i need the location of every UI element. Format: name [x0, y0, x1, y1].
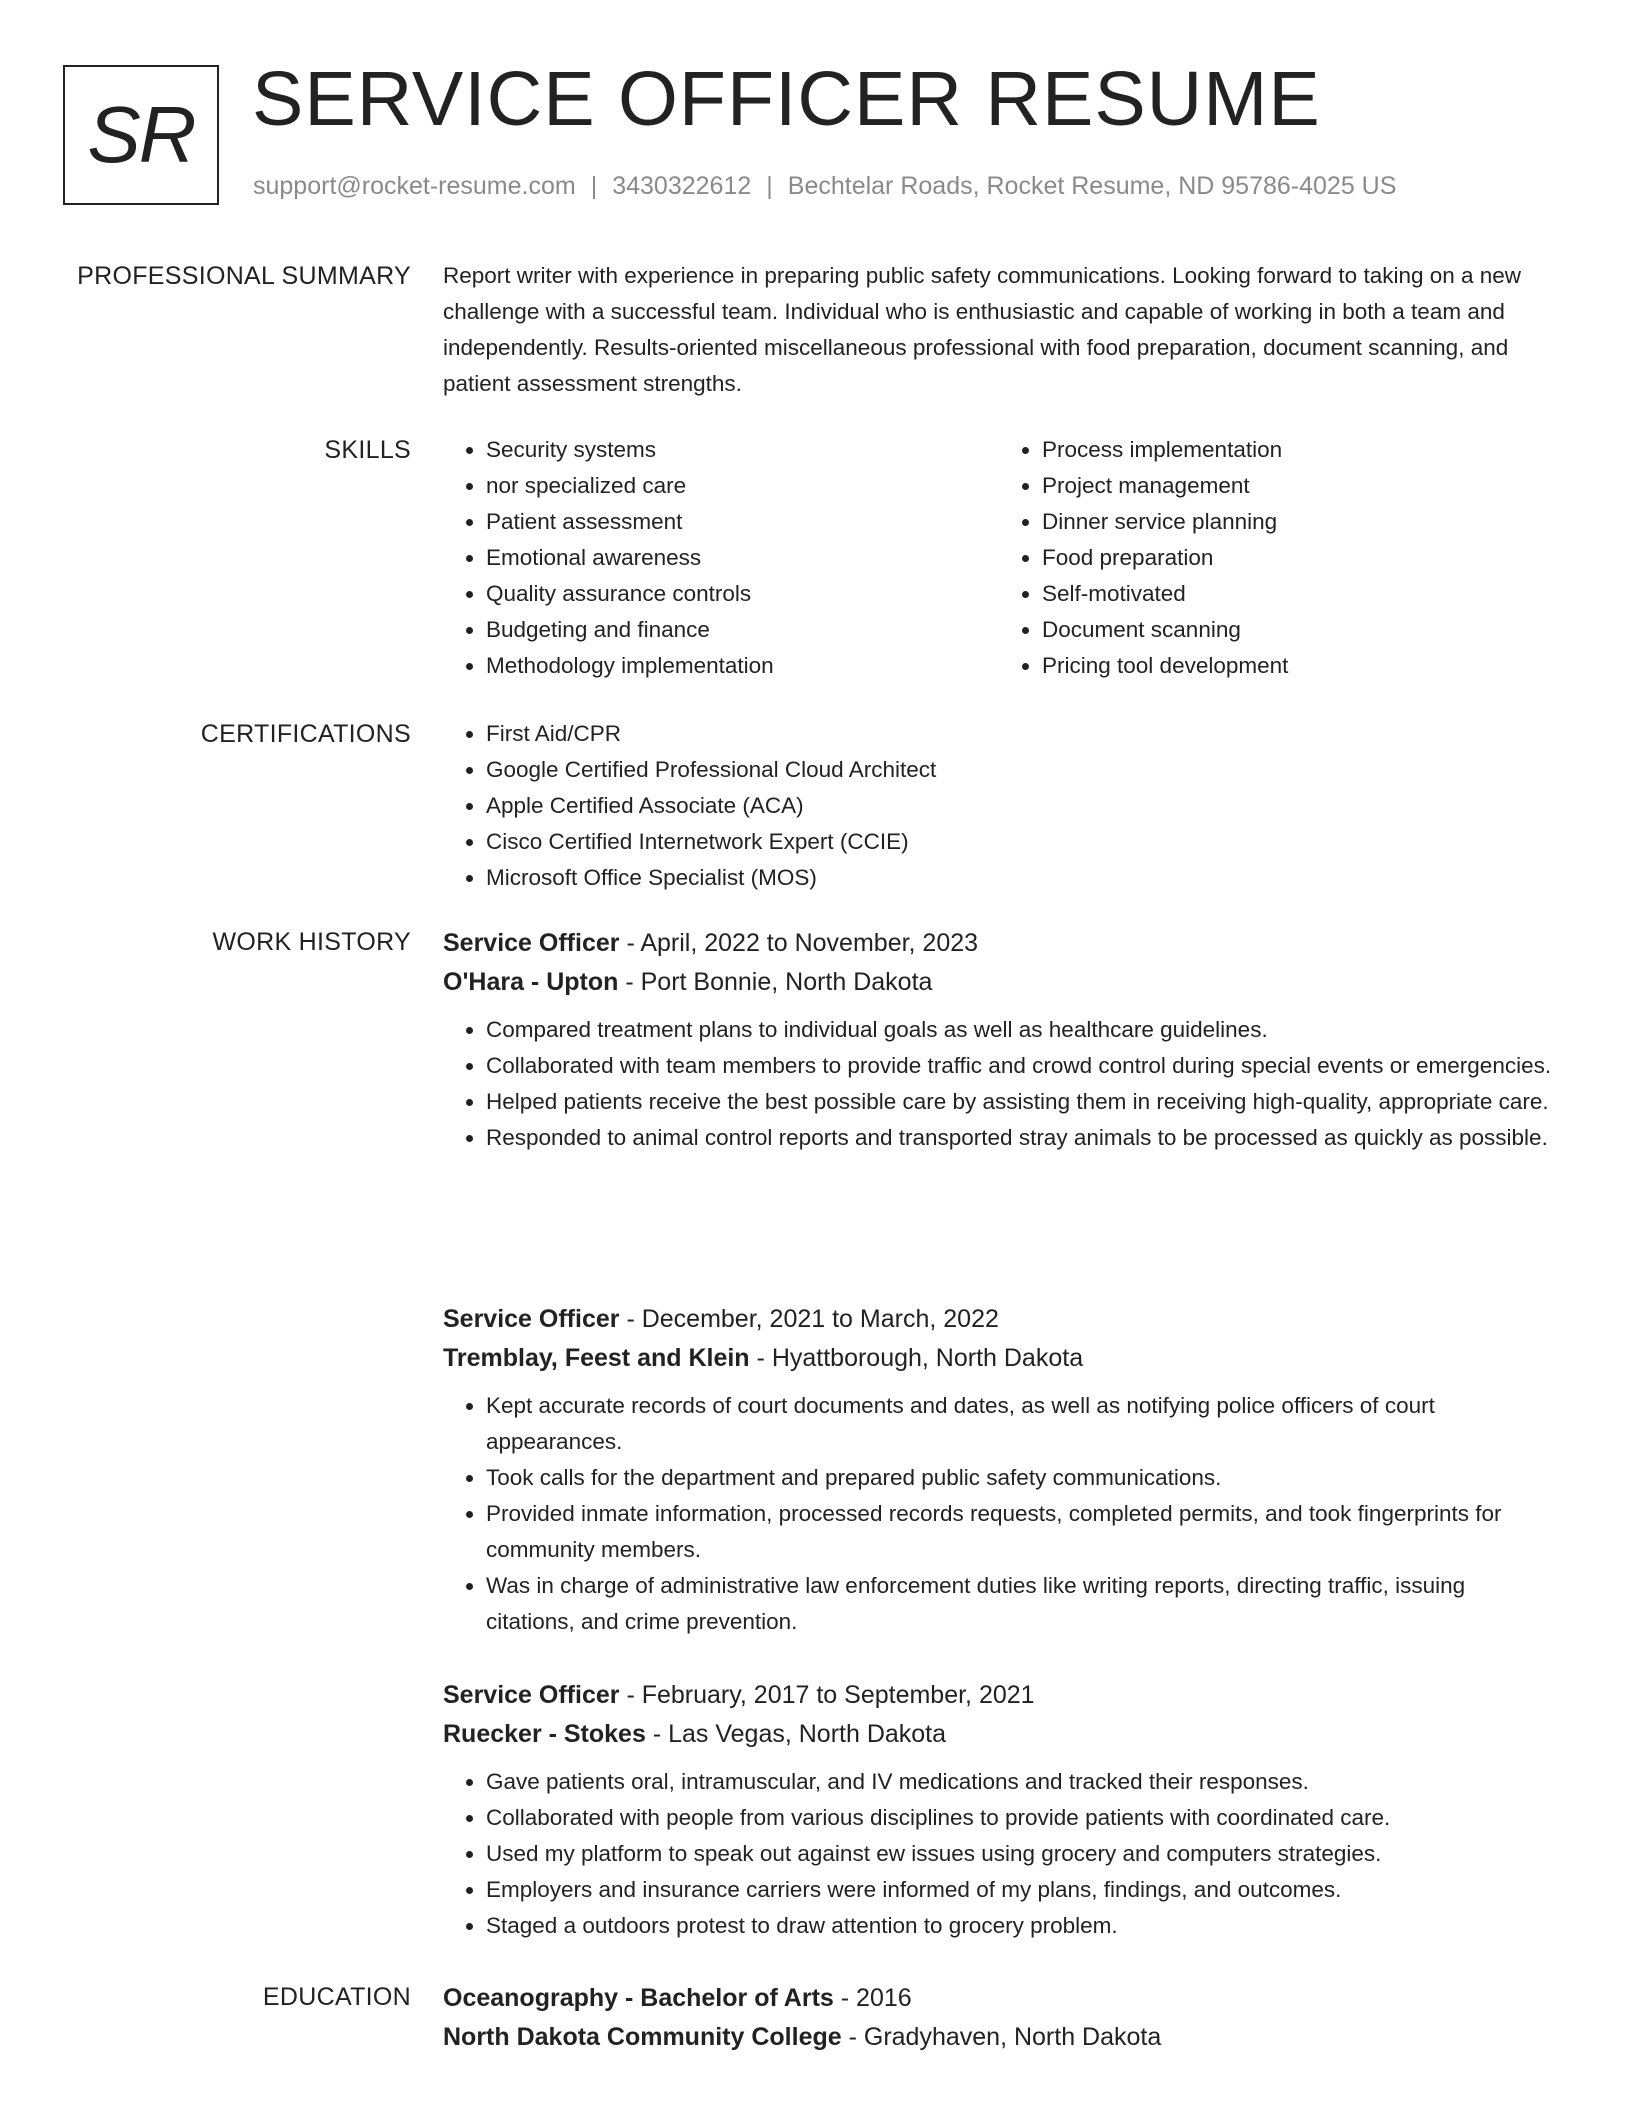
education-school-line: North Dakota Community College - Gradyhaven, North Dakota: [443, 2023, 1162, 2051]
job-title: Service Officer: [443, 1681, 620, 1709]
section-heading: EDUCATION: [262, 1983, 411, 2011]
skill-item: • Security systems: [486, 432, 999, 468]
summary-text: Report writer with experience in preparing public safety communications. Looking forward to taking on a new challenge with a successful team. Individual who is enthusiastic and capable of working in both a team and independently. Results-oriented miscellaneous professional with food preparation, document scanning, and patient assessment strengths.: [443, 263, 1522, 396]
skill-item: • Budgeting and finance: [486, 612, 999, 648]
education-degree-line: Oceanography - Bachelor of Arts - 2016: [443, 1984, 912, 2012]
education-year: 2016: [856, 1984, 912, 2012]
education-school: North Dakota Community College: [443, 2023, 842, 2051]
job-location: Las Vegas, North Dakota: [668, 1720, 947, 1748]
job-bullets: [443, 1764, 1555, 1944]
certification-item: • Microsoft Office Specialist (MOS): [486, 860, 1555, 896]
education-location: Gradyhaven, North Dakota: [863, 2023, 1162, 2051]
job-title: Service Officer: [443, 1305, 620, 1333]
skill-item: • Document scanning: [1042, 612, 1555, 648]
skills-list-right: [999, 432, 1555, 684]
skill-item: • Self-motivated: [1042, 576, 1555, 612]
job-location: Hyattborough, North Dakota: [771, 1344, 1084, 1372]
job-company: Ruecker - Stokes: [443, 1720, 646, 1748]
contact-phone: 3430322612: [612, 172, 752, 200]
skills-list-left: [443, 432, 999, 684]
section-heading: SKILLS: [324, 436, 411, 464]
job-bullets: [443, 1388, 1555, 1640]
job-dates: February, 2017 to September, 2021: [641, 1681, 1035, 1709]
job-bullet: • Provided inmate information, processed records requests, completed permits, and took fingerprints for community members.: [486, 1496, 1555, 1568]
contact-separator: |: [766, 172, 773, 200]
job-bullet: • Was in charge of administrative law enforcement duties like writing reports, directing traffic, issuing citations, and crime prevention.: [486, 1568, 1555, 1640]
certification-item: • First Aid/CPR: [486, 716, 1555, 752]
skill-item: • Dinner service planning: [1042, 504, 1555, 540]
job-title-line: Service Officer - April, 2022 to November, 2023: [443, 929, 979, 957]
job-bullets: [443, 1012, 1555, 1156]
skill-item: • Process implementation: [1042, 432, 1555, 468]
skill-item: • nor specialized care: [486, 468, 999, 504]
job-bullet: • Took calls for the department and prepared public safety communications.: [486, 1460, 1555, 1496]
skills-columns: [443, 432, 1555, 684]
job-company-line: Tremblay, Feest and Klein - Hyattborough, North Dakota: [443, 1344, 1084, 1372]
skill-item: • Food preparation: [1042, 540, 1555, 576]
contact-email: support@rocket-resume.com: [253, 172, 576, 200]
job-company-line: Ruecker - Stokes - Las Vegas, North Dakota: [443, 1720, 947, 1748]
job-dates: December, 2021 to March, 2022: [641, 1305, 999, 1333]
skill-item: • Quality assurance controls: [486, 576, 999, 612]
job-bullet: • Responded to animal control reports and transported stray animals to be processed as quickly as possible.: [486, 1120, 1555, 1156]
contact-line: [253, 172, 1396, 201]
contact-separator: |: [590, 172, 598, 200]
job-bullet: • Helped patients receive the best possible care by assisting them in receiving high-quality, appropriate care.: [486, 1084, 1555, 1120]
job-bullet: • Staged a outdoors protest to draw attention to grocery problem.: [486, 1908, 1555, 1944]
skill-item: • Patient assessment: [486, 504, 999, 540]
skill-item: • Methodology implementation: [486, 648, 999, 684]
section-heading: CERTIFICATIONS: [200, 720, 411, 748]
contact-address: Bechtelar Roads, Rocket Resume, ND 95786-4025 US: [787, 172, 1397, 200]
certifications-body: [443, 716, 1555, 896]
job-bullet: • Employers and insurance carriers were informed of my plans, findings, and outcomes.: [486, 1872, 1555, 1908]
job-company-line: O'Hara - Upton - Port Bonnie, North Dakota: [443, 968, 933, 996]
section-heading: WORK HISTORY: [212, 928, 411, 956]
job-bullet: • Used my platform to speak out against ew issues using grocery and computers strategies.: [486, 1836, 1555, 1872]
job-bullet: • Kept accurate records of court documents and dates, as well as notifying police officers of court appearances.: [486, 1388, 1555, 1460]
initials-monogram: SR: [63, 65, 219, 205]
job-dates: April, 2022 to November, 2023: [640, 929, 979, 957]
resume-title: SERVICE OFFICER RESUME: [252, 56, 1321, 142]
job-location: Port Bonnie, North Dakota: [640, 968, 933, 996]
job-bullet: • Collaborated with people from various disciplines to provide patients with coordinated care.: [486, 1800, 1555, 1836]
job-title-line: Service Officer - February, 2017 to September, 2021: [443, 1681, 1035, 1709]
job-bullet: • Collaborated with team members to provide traffic and crowd control during special events or emergencies.: [486, 1048, 1555, 1084]
job-title: Service Officer: [443, 929, 620, 957]
section-heading: PROFESSIONAL SUMMARY: [77, 262, 411, 290]
certification-item: • Google Certified Professional Cloud Architect: [486, 752, 1555, 788]
job-bullet: • Gave patients oral, intramuscular, and IV medications and tracked their responses.: [486, 1764, 1555, 1800]
job-bullet: • Compared treatment plans to individual goals as well as healthcare guidelines.: [486, 1012, 1555, 1048]
skill-item: • Project management: [1042, 468, 1555, 504]
skill-item: • Pricing tool development: [1042, 648, 1555, 684]
certifications-list: [443, 716, 1555, 896]
job-title-line: Service Officer - December, 2021 to March, 2022: [443, 1305, 999, 1333]
certification-item: • Apple Certified Associate (ACA): [486, 788, 1555, 824]
education-degree: Oceanography - Bachelor of Arts: [443, 1984, 834, 2012]
certification-item: • Cisco Certified Internetwork Expert (CCIE): [486, 824, 1555, 860]
skill-item: • Emotional awareness: [486, 540, 999, 576]
job-company: Tremblay, Feest and Klein: [443, 1344, 750, 1372]
job-company: O'Hara - Upton: [443, 968, 619, 996]
